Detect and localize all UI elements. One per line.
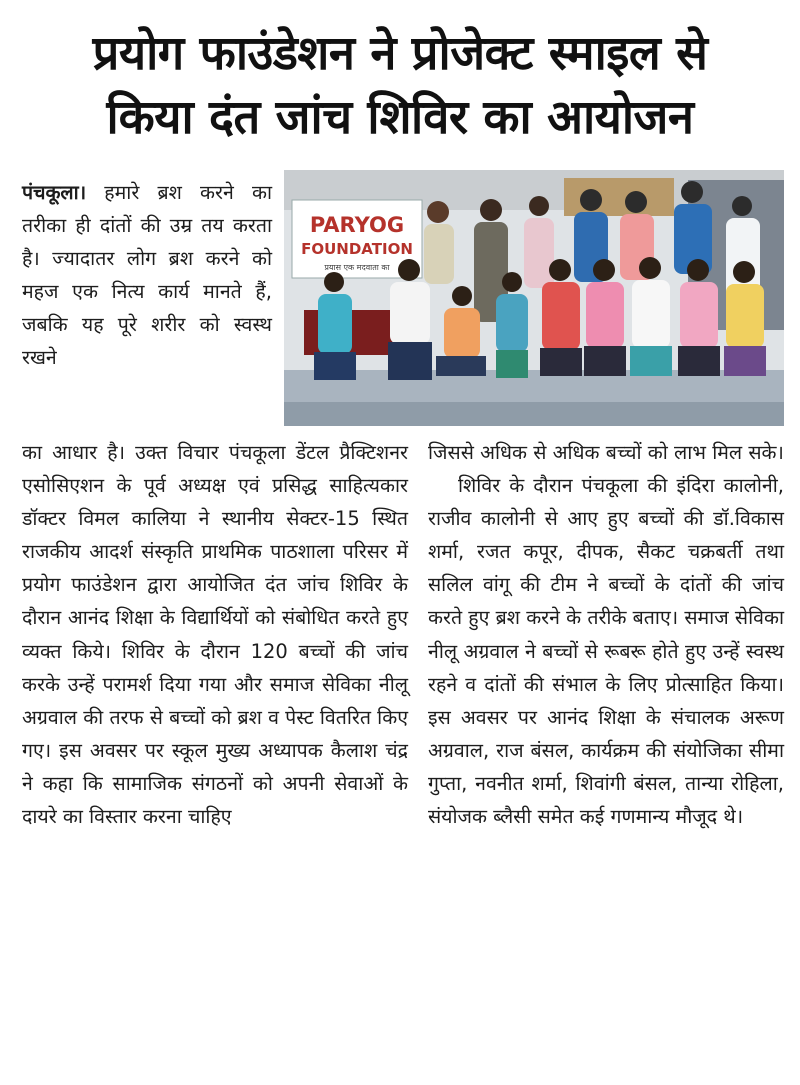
article-text-3: जिससे अधिक से अधिक बच्चों को लाभ मिल सके। [428,441,784,464]
news-photo [284,170,784,426]
article-text-2: का आधार है। उक्त विचार पंचकूला डेंटल प्रैक्टिशनर एसोसिएशन के पूर्व अध्यक्ष एवं प्रसिद्ध साहित्यकार डॉक्टर विमल कालिया ने स्थानीय सेक्टर-15 स्थित राजकीय आदर्श संस्कृति प्राथमिक पाठशाला परिसर में प्रयोग फाउंडेशन द्वारा आयोजित दंत जांच शिविर के दौरान आनंद शिक्षा के विद्यार्थियों को संबोधित करते हुए व्यक्त किये। शिविर के दौरान 120 बच्चों की जांच करके उन्हें परामर्श दिया गया और समाज सेविका नीलू अग्रवाल की तरफ से बच्चों को ब्रश व पेस्ट वितरित किए गए। इस अवसर पर स्कूल मुख्य अध्यापक कैलाश चंद्र ने कहा कि सामाजिक संगठनों को अपनी सेवाओं के दायरे का विस्तार करना चाहिए [22,441,408,829]
article-text-1: हमारे ब्रश करने का तरीका ही दांतों की उम्र तय करता है। ज्यादातर लोग ब्रश करने को महज एक नित्य कार्य मानते हैं, जबकि यह पूरे शरीर को स्वस्थ रखने [22,181,272,370]
banner-line-1: PARYOG [309,213,405,237]
article-column-1-bottom [22,436,408,833]
banner-tagline: प्रयास एक मदवाता का [324,263,390,272]
article-text-4: शिविर के दौरान पंचकूला की इंदिरा कालोनी, राजीव कालोनी से आए हुए बच्चों की डॉ.विकास शर्मा, रजत कपूर, दीपक, सैकट चक्रबर्ती तथा सलिल वांगू की टीम ने बच्चों के दांतों की जांच करते हुए ब्रश करने के तरीके बताए। समाज सेविका नीलू अग्रवाल ने बच्चों से रूबरू होते हुए उन्हें स्वस्थ रहने व दांतों की संभाल के लिए प्रोत्साहित किया। इस अवसर पर आनंद शिक्षा के संचालक अरूण अग्रवाल, राज बंसल, कार्यक्रम की संयोजिका सीमा गुप्ता, नवनीत शर्मा, शिवांगी बंसल, तान्या रोहिला, संयोजक ब्लैसी समेत कई गणमान्य मौजूद थे। [428,474,784,829]
headline-line-1: प्रयोग फाउंडेशन ने प्रोजेक्ट स्माइल से [92,26,708,81]
article-column-2 [428,436,784,833]
headline-line-2: किया दंत जांच शिविर का आयोजन [106,90,694,145]
article-column-1-top [22,176,272,375]
dateline: पंचकूला। [22,181,87,204]
banner-line-2: FOUNDATION [301,240,413,258]
headline [20,22,780,150]
